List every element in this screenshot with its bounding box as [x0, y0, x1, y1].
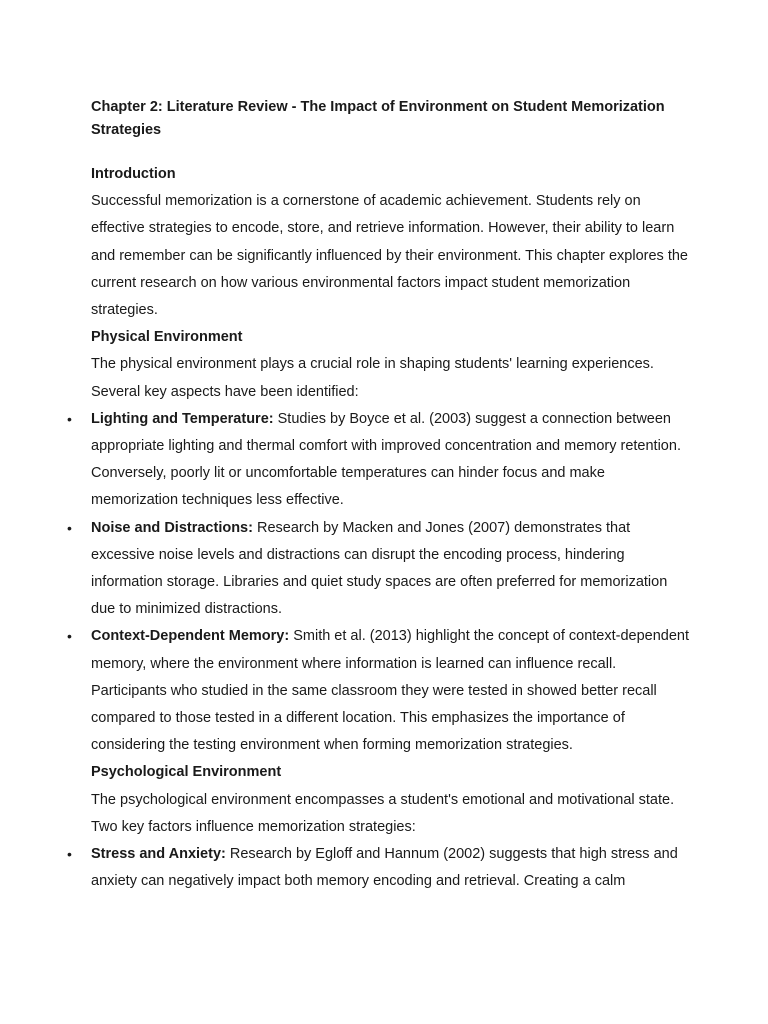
list-item-text: Research by Macken and Jones (2007) demonstrates that excessive noise levels and distractions can disrupt the encoding process, hindering information storage. Libraries and quiet study spaces are often preferred for memorization due to minimized distractions.	[91, 519, 668, 618]
list-item-term: Lighting and Temperature:	[91, 410, 274, 427]
section-paragraph: The psychological environment encompasses a student's emotional and motivational state. Two key factors influence memorization strategies:	[91, 791, 675, 835]
bullet-icon: •	[67, 519, 72, 536]
list-item	[67, 515, 691, 624]
list-item-text: Studies by Boyce et al. (2003) suggest a connection between appropriate lighting and thermal comfort with improved concentration and memory retention. Conversely, poorly lit or uncomfortable temperatures can hinder focus and make memorization techniques less effective.	[91, 410, 681, 509]
list-item	[67, 406, 691, 515]
list-item-term: Context-Dependent Memory:	[91, 628, 290, 645]
document-page	[67, 96, 691, 895]
bullet-list	[67, 841, 691, 895]
chapter-title: Chapter 2: Literature Review - The Impact of Environment on Student Memorization Strategies	[91, 99, 665, 138]
list-item	[67, 623, 691, 759]
section-introduction	[91, 161, 691, 324]
section-heading: Introduction	[91, 166, 176, 182]
list-item-text: Research by Egloff and Hannum (2002) suggests that high stress and anxiety can negatively impact both memory encoding and retrieval. Creating a calm	[91, 846, 678, 890]
bullet-list	[67, 406, 691, 760]
section-paragraph: The physical environment plays a crucial role in shaping students' learning experiences. Several key aspects have been identified:	[91, 356, 654, 400]
section-paragraph: Successful memorization is a cornerstone of academic achievement. Students rely on effective strategies to encode, store, and retrieve information. However, their ability to learn and remember can be significantly influenced by their environment. This chapter explores the current research on how various environmental factors impact student memorization strategies.	[91, 193, 688, 319]
bullet-icon: •	[67, 846, 72, 863]
section-heading: Physical Environment	[91, 329, 243, 346]
bullet-icon: •	[67, 628, 72, 645]
section-physical-environment	[67, 324, 691, 759]
bullet-icon: •	[67, 410, 72, 427]
section-heading: Psychological Environment	[91, 764, 282, 781]
section-psychological-environment	[67, 759, 691, 895]
list-item-text: Smith et al. (2013) highlight the concept of context-dependent memory, where the environment where information is learned can influence recall. Participants who studied in the same classroom they were tested in showed better recall compared to those tested in a different location. This emphasizes the importance of considering the testing environment when forming memorization strategies.	[91, 628, 689, 754]
list-item-term: Stress and Anxiety:	[91, 846, 226, 863]
list-item	[67, 841, 691, 895]
list-item-term: Noise and Distractions:	[91, 519, 253, 536]
